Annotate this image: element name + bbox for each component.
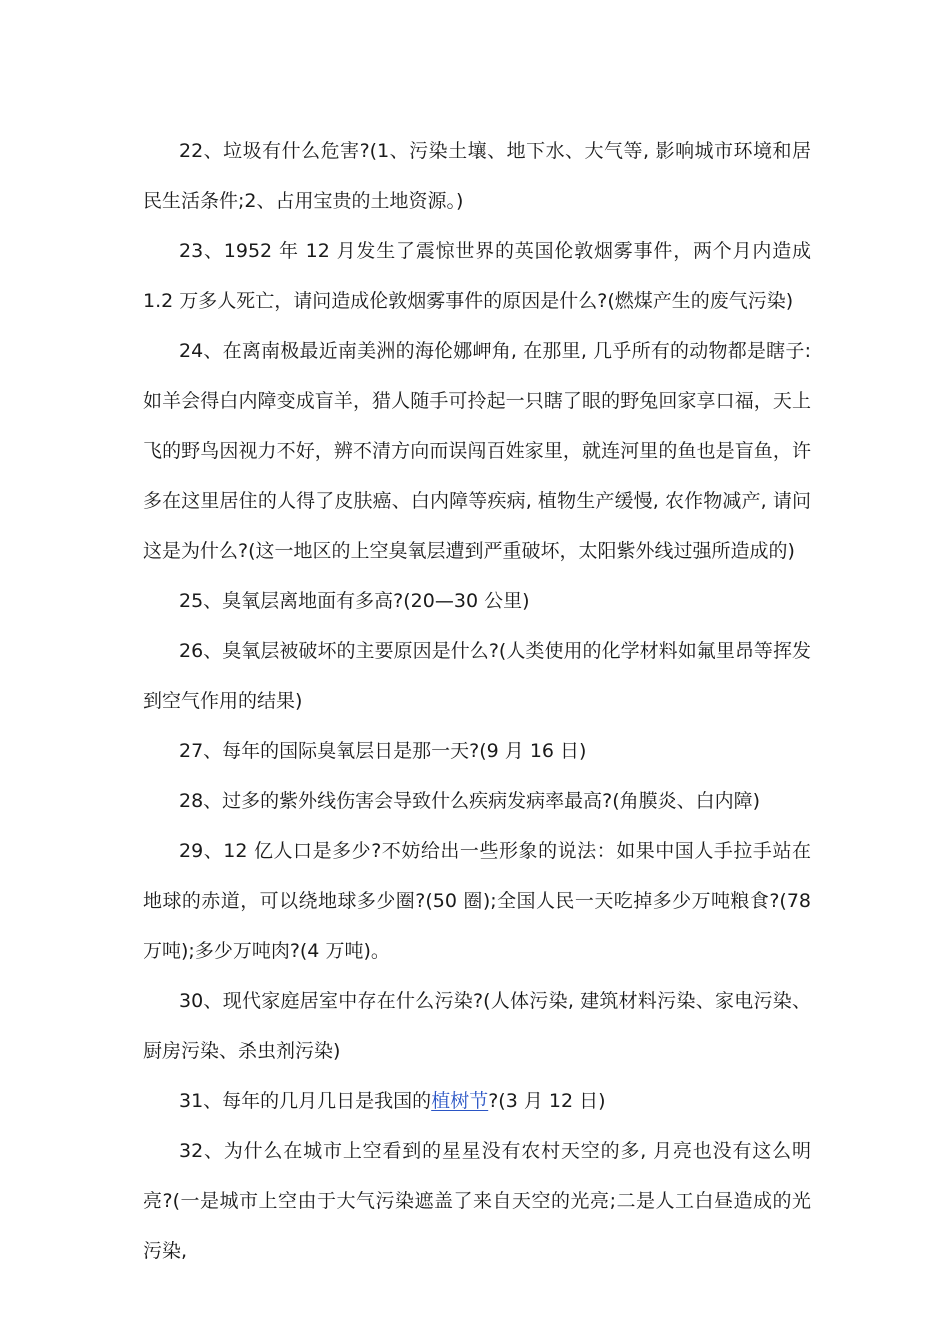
paragraph-q26: 26、臭氧层被破坏的主要原因是什么?(人类使用的化学材料如氟里昂等挥发到空气作用的结果) (143, 640, 811, 712)
document-body (143, 126, 811, 1276)
paragraph-q23: 23、1952 年 12 月发生了震惊世界的英国伦敦烟雾事件，两个月内造成 1.2 万多人死亡，请问造成伦敦烟雾事件的原因是什么?(燃煤产生的废气污染) (143, 240, 811, 312)
paragraph-q28: 28、过多的紫外线伤害会导致什么疾病发病率最高?(角膜炎、白内障) (179, 790, 761, 812)
paragraph-q22: 22、垃圾有什么危害?(1、污染土壤、地下水、大气等, 影响城市环境和居民生活条件;2、占用宝贵的土地资源。) (143, 140, 811, 212)
arbor-day-link[interactable]: 植树节 (431, 1090, 489, 1112)
paragraph-q27: 27、每年的国际臭氧层日是那一天?(9 月 16 日) (179, 740, 587, 762)
paragraph-q32: 32、为什么在城市上空看到的星星没有农村天空的多, 月亮也没有这么明亮?(一是城市上空由于大气污染遮盖了来自天空的光亮;二是人工白昼造成的光污染, (143, 1140, 811, 1262)
paragraph-q25: 25、臭氧层离地面有多高?(20—30 公里) (179, 590, 530, 612)
paragraph-q24: 24、在离南极最近南美洲的海伦娜岬角, 在那里, 几乎所有的动物都是瞎子: 如羊会得白内障变成盲羊，猎人随手可拎起一只瞎了眼的野兔回家享口福，天上飞的野鸟因视力不好，辨不清方向而误闯百姓家里，就连河里的鱼也是盲鱼，许多在这里居住的人得了皮肤癌、白内障等疾病, 植物生产缓慢, 农作物减产, 请问这是为什么?(这一地区的上空臭氧层遭到严重破坏，太阳紫外线过强所造成的) (143, 340, 811, 562)
q31-text-after: ?(3 月 12 日) (488, 1090, 606, 1112)
q31-text-before: 31、每年的几月几日是我国的 (179, 1090, 432, 1112)
paragraph-q30: 30、现代家庭居室中存在什么污染?(人体污染, 建筑材料污染、家电污染、厨房污染、杀虫剂污染) (143, 990, 811, 1062)
paragraph-q29: 29、12 亿人口是多少?不妨给出一些形象的说法：如果中国人手拉手站在地球的赤道，可以绕地球多少圈?(50 圈);全国人民一天吃掉多少万吨粮食?(78 万吨);多少万吨肉?(4 万吨)。 (143, 840, 811, 962)
paragraph-q31 (143, 1076, 811, 1126)
